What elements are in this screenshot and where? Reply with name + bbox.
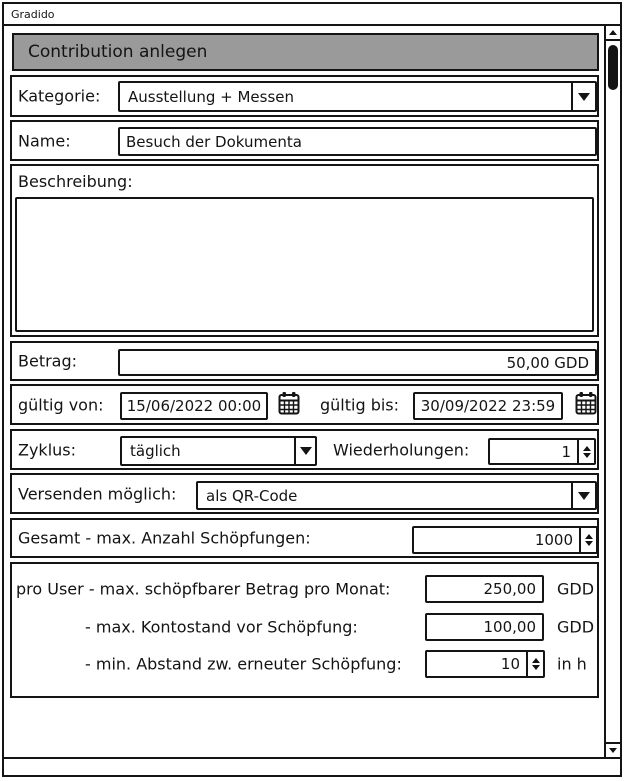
window-title: Gradido [11,7,55,21]
zyklus-dropdown-button[interactable] [294,438,315,464]
scroll-up-button[interactable] [606,26,620,41]
spinner-up-icon [583,446,591,451]
gueltig-bis-input[interactable] [413,392,563,420]
row-gueltig [10,384,599,425]
betrag-pro-monat-unit: GDD [557,579,595,599]
row-betrag [10,341,599,381]
gesamt-label: Gesamt - max. Anzahl Schöpfungen: [18,528,311,548]
scroll-up-icon [609,30,617,35]
row-gesamt [10,518,599,558]
gueltig-bis-label: gültig bis: [320,395,400,414]
chevron-down-icon [578,93,590,101]
betrag-pro-monat-label: pro User - max. schöpfbarer Betrag pro Monat: [16,579,391,599]
beschreibung-textarea[interactable] [15,197,594,332]
abstand-stepper[interactable] [425,650,545,678]
wiederholungen-label: Wiederholungen: [333,440,470,459]
kategorie-label: Kategorie: [18,86,101,106]
versenden-selected-value: als QR-Code [206,486,298,505]
horizontal-scrollbar[interactable] [4,757,620,775]
spinner-down-icon [585,541,593,546]
window-body [4,26,620,775]
kategorie-dropdown-button[interactable] [571,83,595,110]
betrag-input[interactable] [118,349,597,376]
abstand-label: - min. Abstand zw. erneuter Schöpfung: [85,654,402,674]
group-pro-user [10,562,599,698]
gesamt-stepper[interactable] [412,526,598,554]
chevron-down-icon [578,492,590,500]
wiederholungen-value: 1 [561,442,571,461]
row-zyklus [10,429,599,470]
row-beschreibung [10,164,599,337]
versenden-dropdown-button[interactable] [571,483,595,508]
name-input[interactable] [118,127,597,156]
wiederholungen-spin-buttons[interactable] [577,440,594,463]
pro-user-row-abstand [12,647,597,681]
wiederholungen-stepper[interactable] [488,438,596,465]
kontostand-label: - max. Kontostand vor Schöpfung: [85,617,358,637]
versenden-select[interactable] [196,481,597,510]
kategorie-select[interactable] [118,81,597,112]
form-header [12,33,599,71]
row-name [10,120,599,161]
spinner-up-icon [532,658,540,663]
row-versenden [10,473,599,514]
vertical-scrollbar[interactable] [604,26,620,757]
spinner-down-icon [532,665,540,670]
zyklus-select[interactable] [120,436,317,466]
versenden-label: Versenden möglich: [18,484,177,503]
pro-user-row-betrag-pro-monat [12,572,597,606]
gueltig-von-input[interactable] [120,392,268,420]
row-kategorie [10,75,599,117]
kategorie-selected-value: Ausstellung + Messen [128,87,295,106]
abstand-spin-buttons[interactable] [526,652,543,676]
calendar-icon [278,391,300,415]
window-titlebar [4,4,620,26]
zyklus-selected-value: täglich [130,442,181,460]
spinner-up-icon [585,534,593,539]
betrag-pro-monat-input[interactable] [425,575,544,603]
kontostand-input[interactable] [425,613,544,641]
abstand-value: 10 [500,655,520,673]
scroll-down-icon [609,748,617,753]
zyklus-label: Zyklus: [18,440,77,459]
kontostand-unit: GDD [557,617,595,637]
beschreibung-label: Beschreibung: [18,172,133,191]
abstand-unit: in h [557,654,587,674]
spinner-down-icon [583,453,591,458]
gueltig-von-label: gültig von: [18,395,104,414]
form-title: Contribution anlegen [28,42,208,62]
pro-user-row-kontostand [12,610,597,644]
scroll-down-button[interactable] [606,742,620,757]
vertical-scrollbar-thumb[interactable] [608,45,618,90]
gradido-window [2,2,622,777]
name-label: Name: [18,131,71,150]
gesamt-spin-buttons[interactable] [579,528,596,552]
gueltig-bis-calendar-button[interactable] [575,391,597,415]
calendar-icon [575,391,597,415]
betrag-label: Betrag: [18,351,78,371]
gueltig-von-calendar-button[interactable] [278,391,300,415]
gesamt-value: 1000 [534,531,573,549]
chevron-down-icon [300,447,312,455]
